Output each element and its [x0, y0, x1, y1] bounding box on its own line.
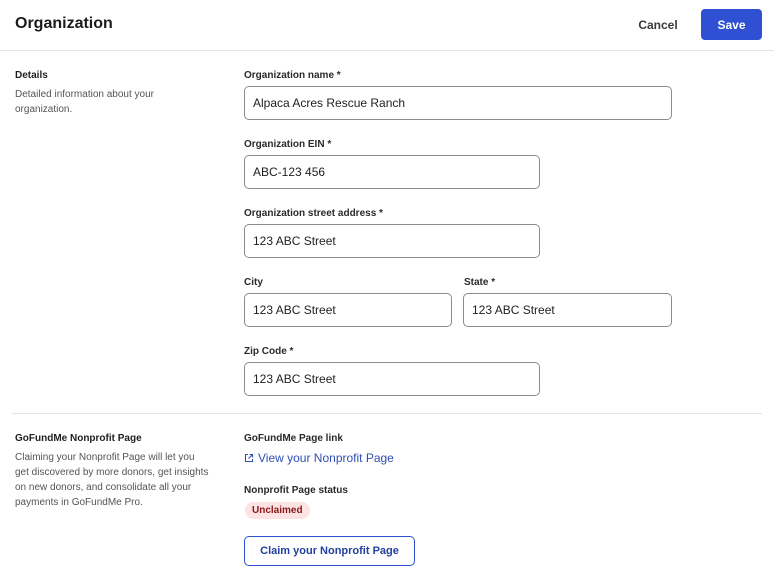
street-address-input[interactable]: [244, 224, 540, 258]
org-ein-label: Organization EIN *: [244, 139, 332, 150]
nonprofit-section-title: GoFundMe Nonprofit Page: [15, 433, 142, 444]
view-nonprofit-page-text[interactable]: View your Nonprofit Page: [258, 451, 394, 465]
claim-nonprofit-page-button[interactable]: Claim your Nonprofit Page: [244, 536, 415, 566]
city-label: City: [244, 277, 263, 288]
org-name-label: Organization name *: [244, 70, 341, 81]
city-input[interactable]: [244, 293, 452, 327]
details-section-title: Details: [15, 70, 48, 81]
zip-code-label: Zip Code *: [244, 346, 294, 357]
cancel-button[interactable]: Cancel: [628, 10, 688, 40]
nonprofit-section-description: Claiming your Nonprofit Page will let you get discovered by more donors, get insights on new donors, and consolidate all your payments in GoFundMe Pro.: [15, 452, 209, 508]
status-badge: Unclaimed: [245, 502, 310, 519]
external-link-icon: [244, 453, 254, 463]
org-ein-input[interactable]: [244, 155, 540, 189]
zip-code-input[interactable]: [244, 362, 540, 396]
page-header: [0, 0, 774, 51]
details-section-description: Detailed information about your organization.: [15, 89, 154, 115]
state-input[interactable]: [463, 293, 672, 327]
street-address-label: Organization street address *: [244, 208, 383, 219]
section-divider: [12, 413, 762, 414]
state-label: State *: [464, 277, 496, 288]
view-nonprofit-page-link[interactable]: [244, 451, 394, 465]
page-status-label: Nonprofit Page status: [244, 485, 348, 496]
save-button[interactable]: Save: [701, 9, 762, 40]
page-link-label: GoFundMe Page link: [244, 433, 343, 444]
page-title: Organization: [15, 15, 113, 32]
org-name-input[interactable]: [244, 86, 672, 120]
